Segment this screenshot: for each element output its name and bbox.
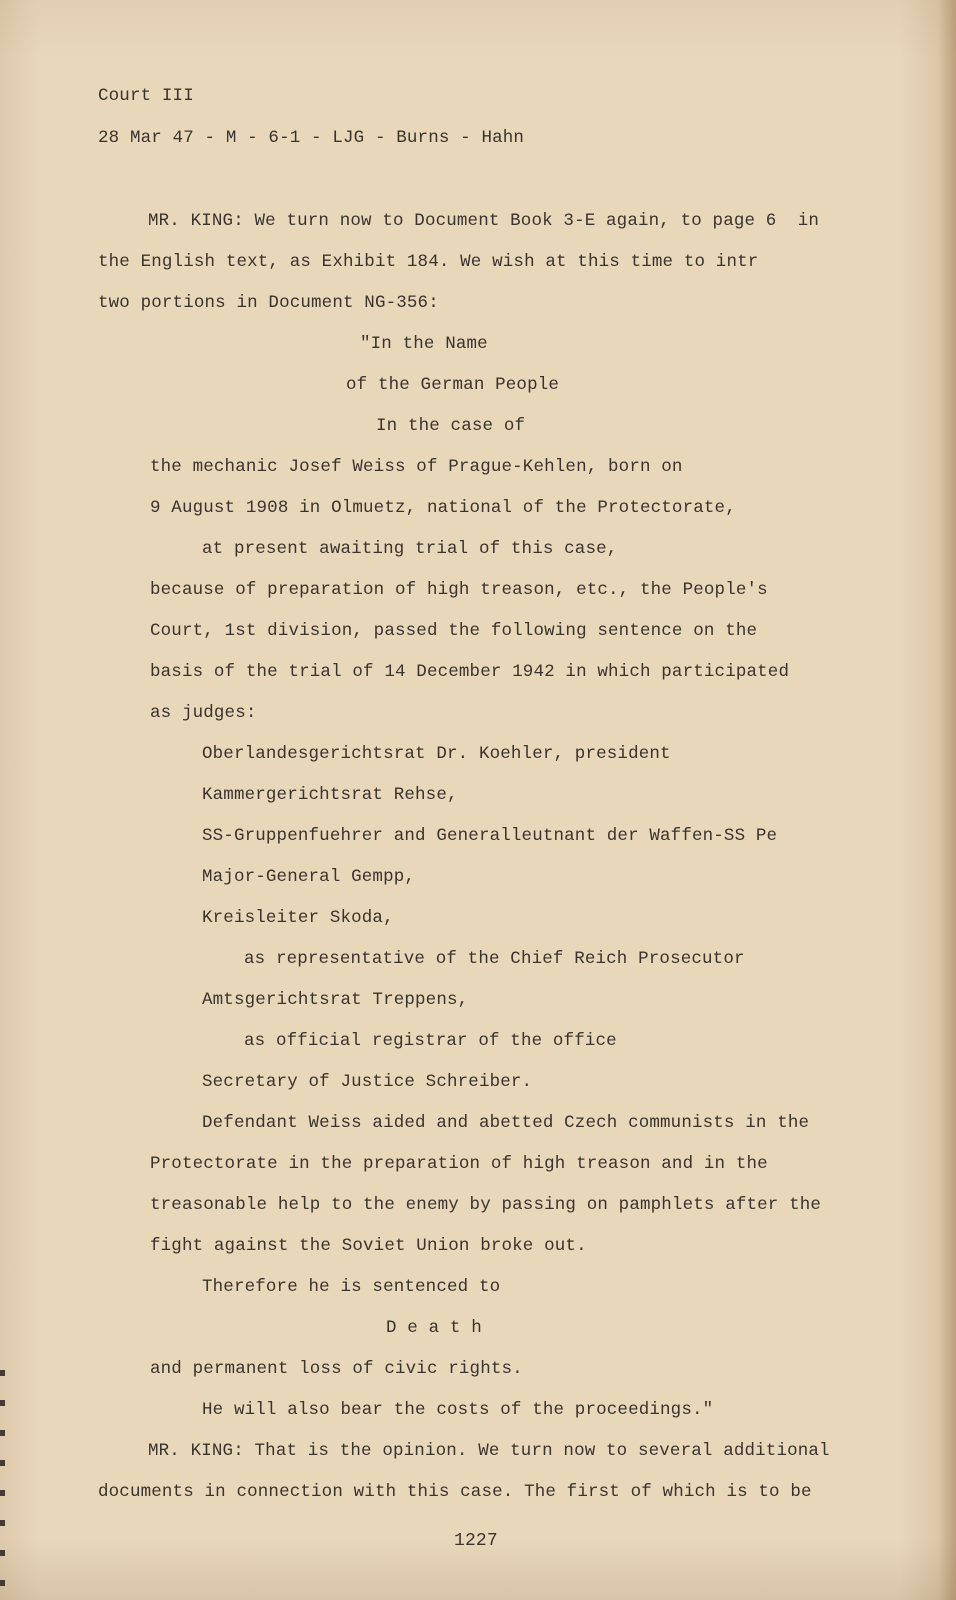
king-statement-line: two portions in Document NG-356:: [98, 293, 439, 313]
binding-marks: [0, 1370, 5, 1590]
session-line: 28 Mar 47 - M - 6-1 - LJG - Burns - Hahn: [98, 128, 525, 148]
registrar-line: as official registrar of the office: [244, 1031, 617, 1051]
judge-line: Kreisleiter Skoda,: [202, 908, 394, 928]
defendant-line: the mechanic Josef Weiss of Prague-Kehlen, born on: [150, 457, 683, 477]
verdict-heading: In the case of: [376, 416, 526, 436]
verdict-heading: of the German People: [346, 375, 560, 395]
sentence-line: Therefore he is sentenced to: [202, 1277, 501, 1297]
charge-line: as judges:: [150, 703, 257, 723]
judge-line: Major-General Gempp,: [202, 867, 416, 887]
judge-line: Oberlandesgerichtsrat Dr. Koehler, president: [202, 744, 671, 764]
sentence-line: He will also bear the costs of the proceedings.": [202, 1400, 714, 1420]
sentence-death: D e a t h: [386, 1318, 482, 1338]
page-number: 1227: [454, 1531, 498, 1551]
page-edge-shadow: [938, 0, 956, 1600]
king-statement-line: MR. KING: That is the opinion. We turn now to several additional: [148, 1441, 830, 1461]
finding-line: treasonable help to the enemy by passing on pamphlets after the: [150, 1195, 822, 1215]
defendant-line: at present awaiting trial of this case,: [202, 539, 618, 559]
charge-line: Court, 1st division, passed the following sentence on the: [150, 621, 758, 641]
finding-line: Protectorate in the preparation of high treason and in the: [150, 1154, 768, 1174]
finding-line: fight against the Soviet Union broke out.: [150, 1236, 587, 1256]
registrar-line: Secretary of Justice Schreiber.: [202, 1072, 533, 1092]
finding-line: Defendant Weiss aided and abetted Czech communists in the: [202, 1113, 810, 1133]
defendant-line: 9 August 1908 in Olmuetz, national of the Protectorate,: [150, 498, 736, 518]
sentence-line: and permanent loss of civic rights.: [150, 1359, 523, 1379]
court-label: Court III: [98, 86, 194, 106]
king-statement-line: MR. KING: We turn now to Document Book 3-E again, to page 6 in: [148, 211, 820, 231]
charge-line: because of preparation of high treason, etc., the People's: [150, 580, 768, 600]
prosecutor-line: as representative of the Chief Reich Prosecutor: [244, 949, 745, 969]
king-statement-line: the English text, as Exhibit 184. We wish at this time to intr: [98, 252, 759, 272]
prosecutor-line: Amtsgerichtsrat Treppens,: [202, 990, 469, 1010]
king-statement-line: documents in connection with this case. The first of which is to be: [98, 1482, 812, 1502]
charge-line: basis of the trial of 14 December 1942 in which participated: [150, 662, 790, 682]
judge-line: SS-Gruppenfuehrer and Generalleutnant der Waffen-SS Pe: [202, 826, 778, 846]
verdict-heading: "In the Name: [360, 334, 488, 354]
judge-line: Kammergerichtsrat Rehse,: [202, 785, 458, 805]
